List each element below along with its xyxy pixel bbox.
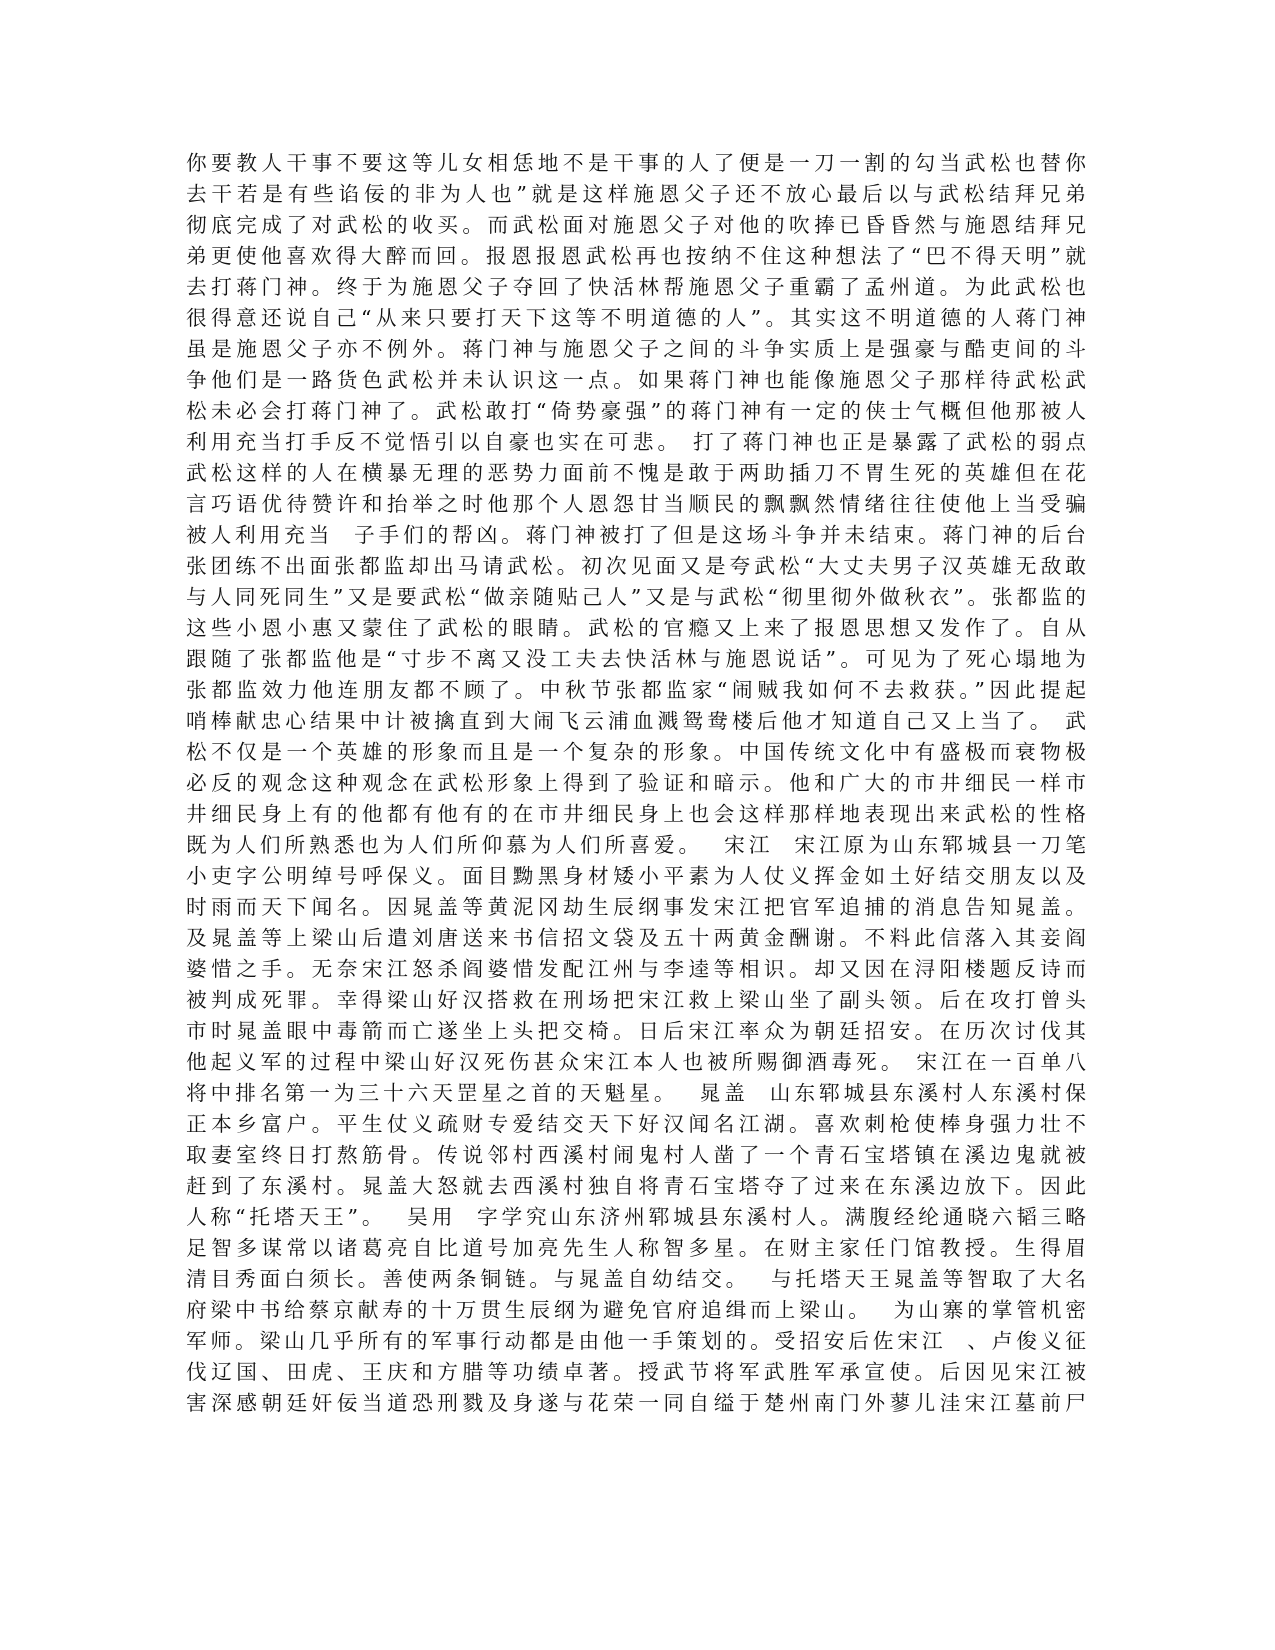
text-line: 你要教人干事不要这等儿女相恁地不是干事的人了便是一刀一割的勾当武松也替你 [186, 151, 1086, 175]
text-line: 言巧语优待赞许和抬举之时他那个人恩怨甘当顺民的飘飘然情绪往往使他上当受骗 [186, 492, 1086, 516]
text-line: 及晁盖等上梁山后遣刘唐送来书信招文袋及五十两黄金酬谢。不料此信落入其妾阎 [186, 926, 1086, 950]
body-text [186, 148, 1086, 1419]
text-line: 府梁中书给蔡京献寿的十万贯生辰纲为避免官府追缉而上梁山。 为山寨的掌管机密 [186, 1298, 1086, 1322]
text-line: 害深感朝廷奸佞当道恐刑戮及身遂与花荣一同自缢于楚州南门外蓼儿洼宋江墓前尸 [186, 1391, 1086, 1415]
text-line: 将中排名第一为三十六天罡星之首的天魁星。 晁盖 山东郓城县东溪村人东溪村保 [186, 1081, 1086, 1105]
text-line: 清目秀面白须长。善使两条铜链。与晁盖自幼结交。 与托塔天王晁盖等智取了大名 [186, 1267, 1086, 1291]
text-line: 伐辽国、田虎、王庆和方腊等功绩卓著。授武节将军武胜军承宣使。后因见宋江被 [186, 1360, 1086, 1384]
text-line: 婆惜之手。无奈宋江怒杀阎婆惜发配江州与李逵等相识。却又因在浔阳楼题反诗而 [186, 957, 1086, 981]
text-line: 正本乡富户。平生仗义疏财专爱结交天下好汉闻名江湖。喜欢刺枪使棒身强力壮不 [186, 1112, 1086, 1136]
text-line: 松未必会打蒋门神了。武松敢打“倚势豪强”的蒋门神有一定的侠士气概但他那被人 [186, 399, 1086, 423]
text-line: 武松这样的人在横暴无理的恶势力面前不愧是敢于两助插刀不胃生死的英雄但在花 [186, 461, 1086, 485]
text-line: 彻底完成了对武松的收买。而武松面对施恩父子对他的吹捧已昏昏然与施恩结拜兄 [186, 213, 1086, 237]
text-line: 井细民身上有的他都有他有的在市井细民身上也会这样那样地表现出来武松的性格 [186, 802, 1086, 826]
text-line: 利用充当打手反不觉悟引以自豪也实在可悲。 打了蒋门神也正是暴露了武松的弱点 [186, 430, 1086, 454]
text-line: 很得意还说自己“从来只要打天下这等不明道德的人”。其实这不明道德的人蒋门神 [186, 306, 1086, 330]
text-line: 这些小恩小惠又蒙住了武松的眼睛。武松的官瘾又上来了报恩思想又发作了。自从 [186, 616, 1086, 640]
text-line: 既为人们所熟悉也为人们所仰慕为人们所喜爱。 宋江 宋江原为山东郓城县一刀笔 [186, 833, 1086, 857]
text-line: 市时晁盖眼中毒箭而亡遂坐上头把交椅。日后宋江率众为朝廷招安。在历次讨伐其 [186, 1019, 1086, 1043]
text-line: 赶到了东溪村。晁盖大怒就去西溪村独自将青石宝塔夺了过来在东溪边放下。因此 [186, 1174, 1086, 1198]
text-line: 争他们是一路货色武松并未认识这一点。如果蒋门神也能像施恩父子那样待武松武 [186, 368, 1086, 392]
text-line: 必反的观念这种观念在武松形象上得到了验证和暗示。他和广大的市井细民一样市 [186, 771, 1086, 795]
text-line: 时雨而天下闻名。因晁盖等黄泥冈劫生辰纲事发宋江把官军追捕的消息告知晁盖。 [186, 895, 1086, 919]
text-line: 被人利用充当 子手们的帮凶。蒋门神被打了但是这场斗争并未结束。蒋门神的后台 [186, 523, 1086, 547]
text-line: 人称“托塔天王”。 吴用 字学究山东济州郓城县东溪村人。满腹经纶通晓六韬三略 [186, 1205, 1086, 1229]
text-line: 张团练不出面张都监却出马请武松。初次见面又是夸武松“大丈夫男子汉英雄无敌敢 [186, 554, 1086, 578]
text-line: 他起义军的过程中梁山好汉死伤甚众宋江本人也被所赐御酒毒死。 宋江在一百单八 [186, 1050, 1086, 1074]
text-line: 哨棒献忠心结果中计被擒直到大闹飞云浦血溅鸳鸯楼后他才知道自己又上当了。 武 [186, 709, 1086, 733]
text-line: 虽是施恩父子亦不例外。蒋门神与施恩父子之间的斗争实质上是强豪与酷吏间的斗 [186, 337, 1086, 361]
text-line: 去打蒋门神。终于为施恩父子夺回了快活林帮施恩父子重霸了孟州道。为此武松也 [186, 275, 1086, 299]
text-line: 去干若是有些谄佞的非为人也”就是这样施恩父子还不放心最后以与武松结拜兄弟 [186, 182, 1086, 206]
text-line: 足智多谋常以诸葛亮自比道号加亮先生人称智多星。在财主家任门馆教授。生得眉 [186, 1236, 1086, 1260]
text-line: 与人同死同生”又是要武松“做亲随贴己人”又是与武松“彻里彻外做秋衣”。张都监的 [186, 585, 1086, 609]
text-line: 弟更使他喜欢得大醉而回。报恩报恩武松再也按纳不住这种想法了“巴不得天明”就 [186, 244, 1086, 268]
text-line: 取妻室终日打熬筋骨。传说邻村西溪村闹鬼村人凿了一个青石宝塔镇在溪边鬼就被 [186, 1143, 1086, 1167]
text-line: 张都监效力他连朋友都不顾了。中秋节张都监家“闹贼我如何不去救获。”因此提起 [186, 678, 1086, 702]
text-line: 跟随了张都监他是“寸步不离又没工夫去快活林与施恩说话”。可见为了死心塌地为 [186, 647, 1086, 671]
text-line: 松不仅是一个英雄的形象而且是一个复杂的形象。中国传统文化中有盛极而衰物极 [186, 740, 1086, 764]
text-line: 被判成死罪。幸得梁山好汉搭救在刑场把宋江救上梁山坐了副头领。后在攻打曾头 [186, 988, 1086, 1012]
text-line: 小吏字公明绰号呼保义。面目黝黑身材矮小平素为人仗义挥金如土好结交朋友以及 [186, 864, 1086, 888]
text-line: 军师。梁山几乎所有的军事行动都是由他一手策划的。受招安后佐宋江 、卢俊义征 [186, 1329, 1086, 1353]
